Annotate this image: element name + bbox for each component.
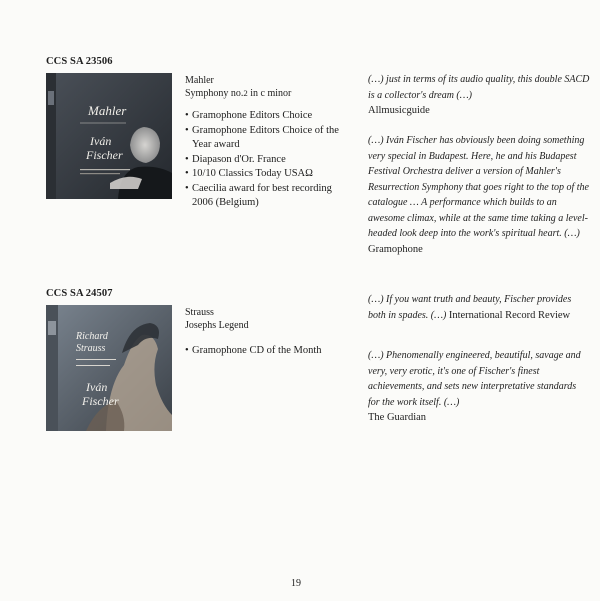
cover-composer-last-strauss: Strauss bbox=[76, 343, 106, 354]
review-gramophone bbox=[368, 133, 590, 257]
award-item: • Gramophone CD of the Month bbox=[185, 344, 355, 359]
cover-artist-last-strauss: Fischer bbox=[82, 394, 119, 408]
composer-mahler: Mahler bbox=[185, 75, 214, 86]
review-text: (…) Phenomenally engineered, beautiful, savage and very, very erotic, it's one of Fischer's finest achievements, and sets new interpretative standards for the work itself. (…) bbox=[368, 350, 581, 408]
cover-artist-last-mahler: Fischer bbox=[86, 148, 123, 162]
award-item: • 10/10 Classics Today USAΩ bbox=[185, 167, 355, 182]
review-text: (…) Iván Fischer has obviously been doing something very special in Budapest. Here, he and his Budapest Festival Orchestra deliver a version of Mahler's Resurrection Symphony that goes right to the top of the catalogue … A performance which builds to an awesome climax, while at the same time taking a level-headed look deep into the work's spiritual heart. (…) bbox=[368, 135, 589, 239]
cover-art-mahler bbox=[46, 73, 172, 199]
review-international-record-review bbox=[368, 292, 590, 323]
award-item: • Diapason d'Or. France bbox=[185, 153, 355, 168]
work-mahler: Symphony no.2 in c minor bbox=[185, 88, 292, 99]
cover-artist-first-mahler: Iván bbox=[90, 134, 112, 148]
awards-list-mahler bbox=[185, 109, 355, 211]
review-text: (…) just in terms of its audio quality, this double SACD is a collector's dream (…) bbox=[368, 74, 590, 101]
review-text: (…) If you want truth and beauty, Fischer provides both in spades. (…) bbox=[368, 294, 572, 321]
award-item: • Caecilia award for best recording 2006 (Belgium) bbox=[185, 182, 355, 211]
cover-art-strauss bbox=[46, 305, 172, 431]
review-source: The Guardian bbox=[368, 412, 427, 423]
catalog-number-mahler: CCS SA 23506 bbox=[46, 56, 113, 67]
award-item: • Gramophone Editors Choice of the Year award bbox=[185, 124, 355, 153]
album-cover-strauss bbox=[46, 305, 172, 431]
review-the-guardian bbox=[368, 348, 590, 426]
review-source: Allmusicguide bbox=[368, 105, 430, 116]
review-allmusicguide bbox=[368, 72, 590, 119]
composer-strauss: Strauss bbox=[185, 307, 214, 318]
cover-artist-first-strauss: Iván bbox=[86, 380, 108, 394]
review-source: Gramophone bbox=[368, 243, 423, 255]
award-item: • Gramophone Editors Choice bbox=[185, 109, 355, 124]
catalog-number-strauss: CCS SA 24507 bbox=[46, 288, 113, 299]
review-source: International Record Review bbox=[448, 309, 571, 321]
album-info-mahler bbox=[185, 74, 291, 100]
work-strauss: Josephs Legend bbox=[185, 320, 249, 331]
album-info-strauss bbox=[185, 306, 249, 332]
album-cover-mahler bbox=[46, 73, 172, 199]
awards-list-strauss bbox=[185, 344, 355, 359]
page-number: 19 bbox=[291, 578, 301, 589]
cover-composer-first-strauss: Richard bbox=[76, 331, 108, 342]
cover-title-mahler: Mahler bbox=[88, 103, 127, 118]
